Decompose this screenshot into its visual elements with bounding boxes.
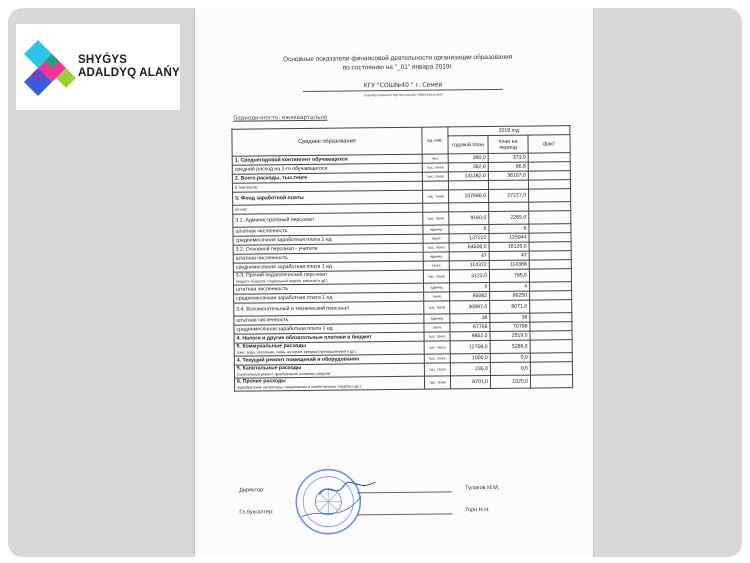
indicator-label: 2. Всего расходы, тыс.тенге — [234, 174, 308, 182]
logo-mark-icon — [22, 32, 78, 102]
indicator-label: из них: — [235, 206, 248, 212]
unit-cell: тыс. тенге — [423, 212, 449, 225]
unit-cell: тенге — [424, 292, 450, 301]
organization-caption: (наименование организации образования) — [363, 92, 443, 98]
fact-cell — [529, 224, 571, 233]
annual-plan-cell: 390,0 — [448, 154, 488, 163]
annual-plan-cell: 38 — [450, 313, 490, 322]
fact-cell — [530, 300, 572, 313]
unit-cell: тыс. тенге — [424, 301, 450, 314]
director-signature-icon — [317, 478, 377, 501]
period-plan-cell: 0,0 — [490, 362, 530, 375]
fact-cell — [530, 331, 572, 340]
indicator-label: средний расход на 1-го обучающегося — [234, 165, 328, 173]
indicator-label: штатная численность — [235, 255, 288, 262]
unit-cell: тыс. тенге — [424, 332, 450, 341]
period-plan-cell: 70798 — [490, 322, 530, 331]
fact-cell — [530, 353, 572, 362]
annual-plan-cell: 235,0 — [450, 362, 490, 375]
indicator-label: 5. Капитальные расходы — [236, 364, 302, 372]
indicator-label: среднемесячная заработная плата 1 ед — [235, 236, 332, 244]
director-label: Директор: — [239, 487, 265, 494]
indicator-note: (приобретение литературы, канцелярских и хозяйственных товаров и др.) — [237, 384, 361, 390]
unit-cell: тенге — [423, 261, 449, 270]
unit-cell: единиц — [423, 252, 449, 261]
fact-cell — [528, 162, 570, 171]
header-fact: факт — [528, 135, 570, 153]
annual-plan-cell: 64506,0 — [449, 243, 489, 252]
header-period-plan: план на период — [488, 135, 528, 153]
indicator-label: 3.1. Администратвный персонал — [235, 216, 314, 224]
indicator-note: (свет, вода, отопление, связь, интернет, вредный промышленный и др.) — [236, 349, 357, 355]
period-plan-cell: 125944 — [489, 233, 529, 242]
annual-plan-cell: 362,0 — [448, 163, 488, 172]
period-plan-cell — [489, 202, 529, 211]
unit-cell: тыс. тенге — [424, 376, 450, 389]
fact-cell — [528, 180, 570, 189]
header-indicator: Среднее образование — [232, 127, 422, 156]
unit-cell: тенге — [424, 323, 450, 332]
period-plan-cell: 96,8 — [488, 162, 528, 171]
period-plan-cell: 8071,0 — [490, 300, 530, 313]
fact-cell — [528, 153, 570, 162]
indicator-cell — [234, 376, 424, 391]
header-unit: ед. изм. — [422, 127, 448, 154]
annual-plan-cell — [448, 181, 488, 190]
annual-plan-cell: 9852,0 — [450, 331, 490, 340]
logo-line-2: ADALDYQ ALAŃY — [78, 67, 180, 79]
unit-cell: чел. — [422, 154, 448, 163]
document-title-line-2: по состоянию на "_01" январа 2019г. — [342, 63, 453, 72]
unit-cell: тенге — [423, 234, 449, 243]
indicator-label: 3.2. Основной персонал - учителя — [235, 245, 318, 253]
indicator-label: в том числе: — [234, 184, 259, 190]
unit-cell: тыс. тенге — [424, 354, 450, 363]
periodicity-note: Периодичность: ежеквартально — [233, 114, 328, 122]
scanned-document — [195, 8, 593, 557]
unit-cell: тыс. тенге — [423, 190, 449, 203]
indicator-label: 3.4. Вспомогательный и технический персонал — [236, 305, 350, 313]
fact-cell — [529, 211, 571, 224]
period-plan-cell: 2265,0 — [489, 211, 529, 224]
accountant-label: Гл.бухгалтер: — [239, 509, 274, 516]
period-plan-cell: 66250 — [490, 291, 530, 300]
annual-plan-cell: 127222 — [449, 234, 489, 243]
period-plan-cell: 4 — [490, 282, 530, 291]
period-plan-cell: 0,0 — [490, 353, 530, 362]
indicator-note: (капитальный ремонт, приобретение основных средств) — [236, 371, 331, 377]
annual-plan-cell: 9160,0 — [449, 212, 489, 225]
accountant-signature-line — [357, 513, 452, 515]
unit-cell: тыс. тенге — [424, 341, 450, 354]
header-annual-plan: годовой план — [448, 136, 488, 154]
image-frame — [8, 8, 742, 557]
period-plan-cell: 795,0 — [489, 269, 529, 282]
header-year: 2019 год — [448, 126, 570, 136]
period-plan-cell: 38 — [490, 313, 530, 322]
annual-plan-cell — [449, 203, 489, 212]
annual-plan-cell: 107686,0 — [449, 190, 489, 203]
period-plan-cell: 36107,0 — [488, 171, 528, 180]
indicator-label: 4. Текущий ремонт помещений и оборудования — [236, 356, 360, 364]
annual-plan-cell: 3123,0 — [449, 270, 489, 283]
annual-plan-cell: 114372 — [449, 261, 489, 270]
fact-cell — [529, 189, 571, 202]
period-plan-cell: 5286,0 — [490, 340, 530, 353]
period-plan-cell: 1025,0 — [490, 375, 530, 388]
fact-cell — [528, 171, 570, 180]
indicator-label: штатная численность — [236, 286, 289, 293]
annual-plan-cell: 67756 — [450, 322, 490, 331]
unit-cell: единиц — [424, 314, 450, 323]
indicator-label: 4. Налоги и другие обязательные платежи в бюджет — [236, 334, 372, 342]
annual-plan-cell: 47 — [449, 252, 489, 261]
fact-cell — [529, 251, 571, 260]
annual-plan-cell: 30897,0 — [450, 300, 490, 313]
unit-cell — [423, 203, 449, 212]
period-plan-cell — [488, 180, 528, 189]
unit-cell: единиц — [424, 283, 450, 292]
annual-plan-cell: 6 — [449, 225, 489, 234]
fact-cell — [529, 269, 571, 282]
fact-cell — [530, 340, 572, 353]
unit-cell: единиц — [423, 225, 449, 234]
indicator-label: штатная численность — [235, 228, 288, 235]
official-stamp-icon — [293, 466, 364, 537]
unit-cell: тыс. тенге — [422, 163, 448, 172]
unit-cell: тыс. тенге — [423, 243, 449, 252]
indicator-label: 3.3. Прочий педагогический персонал — [235, 271, 327, 279]
period-plan-cell: 16126,0 — [489, 242, 529, 251]
document-title — [233, 52, 563, 73]
indicator-label: среднемесячная заработная плата 1 ед — [236, 294, 333, 302]
fact-cell — [529, 260, 571, 269]
fact-cell — [530, 375, 572, 388]
annual-plan-cell: 141182,0 — [448, 172, 488, 181]
fact-cell — [530, 362, 572, 375]
annual-plan-cell: 9701,0 — [450, 375, 490, 388]
fact-cell — [530, 282, 572, 291]
unit-cell: тыс. тенге — [424, 363, 450, 376]
logo-line-1: SHYǴYS — [78, 54, 128, 66]
indicator-label: 6. Прочие расходы — [236, 378, 286, 385]
fact-cell — [529, 242, 571, 251]
fact-cell — [530, 291, 572, 300]
indicator-label: среднемесячная заработная плата 1 ед — [235, 263, 332, 271]
indicator-note: (педагог-психолог, социальный педагог, вожатый и др.) — [235, 278, 328, 284]
annual-plan-cell: 1000,0 — [450, 353, 490, 362]
fact-cell — [529, 202, 571, 211]
fact-cell — [530, 322, 572, 331]
unit-cell: тыс. тенге — [423, 270, 449, 283]
organization-name: КГУ "СОШ№40 " г. Семей — [303, 81, 503, 92]
accountant-name: Горн Н.Н. — [465, 507, 490, 514]
indicator-label: 3. Фонд заработной платы — [235, 194, 304, 202]
unit-cell — [422, 181, 448, 190]
fact-cell — [530, 313, 572, 322]
period-plan-cell: 373,0 — [488, 153, 528, 162]
director-name: Тулаков М.М. — [465, 484, 500, 492]
period-plan-cell: 2519,0 — [490, 331, 530, 340]
period-plan-cell: 27277,0 — [489, 189, 529, 202]
indicator-label: 1. Среднегодовой контингент обучающихся — [234, 156, 348, 164]
brand-logo — [16, 24, 180, 110]
document-title-line-1: Основные показатели финансовой деятельности организации образования — [283, 53, 513, 64]
fact-cell — [529, 233, 571, 242]
unit-cell: тыс. тенге — [422, 172, 448, 181]
indicator-label: среднемесячная заработная плата 1 ед — [236, 325, 333, 333]
annual-plan-cell: 65062 — [450, 291, 490, 300]
period-plan-cell: 114368 — [489, 260, 529, 269]
indicator-label: штатная численность — [236, 317, 289, 324]
financial-indicators-table — [231, 125, 573, 392]
annual-plan-cell: 12708,0 — [450, 340, 490, 353]
annual-plan-cell: 4 — [450, 282, 490, 291]
indicator-label: 5. Коммунальные расходы — [236, 342, 307, 350]
period-plan-cell: 6 — [489, 224, 529, 233]
period-plan-cell: 47 — [489, 251, 529, 260]
